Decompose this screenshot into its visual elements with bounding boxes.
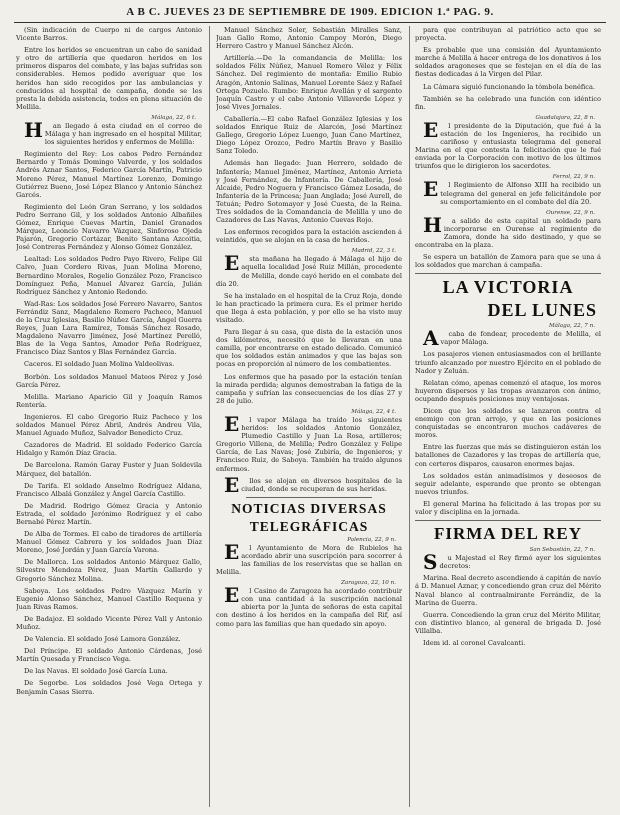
paragraph: (Sin indicación de Cuerpo ni de cargos Antonio Vicente Barros.	[16, 26, 202, 43]
paragraph: La Cámara siguió funcionando la tómbola benéfica.	[423, 82, 596, 91]
headline-lunes: DEL LUNES	[487, 300, 597, 321]
paragraph: El Casino de Zaragoza ha acordado contribuir con una cantidad á la suscripción nacional abierta por la Junta de señoras de esta capital con destino á los heridos en la campaña del Rif, así como para las familias que han quedado sin apoyo.	[216, 583, 402, 628]
paragraph: Ellos se alojan en diversos hospitales de la ciudad, donde se recuperan de sus heridas.	[224, 472, 402, 497]
paragraph: El presidente de la Diputación, que fué á la estación de los Ingenieros, ha recibido un cariñoso y entusiasta telegrama del general Marina en el que contesta la felicitación que le fué enviada por la Corporación con motivo de los últimos triunfos que le dirigieron los sacerdotes.	[415, 117, 601, 171]
paragraph: Su Majestad el Rey firmó ayer los siguientes decretos:	[423, 550, 601, 575]
paragraph: Ha salido de esta capital un soldado para incorporarse en Ourense al regimiento de Zamora, donde ha sido destinado, y que se encontraba en la plaza.	[415, 212, 601, 249]
paragraph: De Segorbe. Los soldados José Vega Ortega y Benjamín Casas Sierra.	[16, 679, 202, 696]
section-heading: NOTICIAS DIVERSAS	[231, 500, 387, 516]
dateline: Ferrol, 22, 9 n.	[552, 174, 595, 181]
paragraph: De Valencia. El soldado José Lamora González.	[24, 635, 181, 644]
dateline: Málaga, 22, 4 t.	[351, 408, 396, 415]
paragraph: Caballería.—El cabo Rafael González Iglesias y los soldados Enrique Ruiz de Alarcón, José Martínez Gallego, Gregorio López Luengo, Juan Cano Martínez, Diego López Orozco, Pedro Martín Bravo y Basilio Sanz Toledo.	[216, 114, 402, 156]
paragraph: Los enfermos recogidos para la estación ascienden á veintidós, que se alojan en la casa de heridos.	[216, 228, 402, 245]
headline-victoria: LA VICTORIA	[442, 277, 574, 298]
headline-firma: FIRMA DEL REY	[433, 524, 583, 544]
paragraph: Melilla. Mariano Aparicio Gil y Joaquín Ramos Rentería.	[16, 392, 202, 409]
paragraph: Entre los heridos se encuentran un cabo de sanidad y otro de artillería que quedaron heridos en los primeros disparos del combate, y las bajas sufridas son considerables. Hemos podido averiguar que los heridos han sido recogidos por las ambulancias y conducidos al hospital de campaña, donde se les presta la debida asistencia, todos en plena situación de Mellila.	[16, 46, 202, 111]
paragraph: Marina. Real decreto ascendiendo á capitán de navío á D. Manuel Aznar, y concediendo gran cruz del Mérito Naval blanco al contraalmirante Ferrándiz, de la Marina de Guerra.	[415, 574, 601, 607]
paragraph: Los enfermos que ha pasado por la estación tenían la mirada perdida; algunos demostraban la fatiga de la campaña y sufrían las consecuencias de los días 27 y 28 de julio.	[216, 372, 402, 405]
section-divider	[415, 520, 601, 521]
paragraph: También se ha celebrado una función con idéntico fin.	[415, 94, 601, 111]
dateline: Ourense, 22, 9 n.	[546, 209, 595, 216]
paragraph: Artillería.—De la comandancia de Melilla: los soldados Félix Núñez, Manuel Romero Vélez y Félix Sánchez. Del regimiento de montaña: Emilio Rubio Aragón, Antonio Salinas, Manuel Lorente Sáez y Rafael Ortega Pozuelo. Rumbo: Enrique Avellán y el sargento Joaquín Castro y el cabo Antonio Villaverde López y José Vives Jornales.	[216, 54, 402, 111]
paragraph: Los pasajeros vienen entusiasmados con el brillante triunfo alcanzado por nuestro Ejército en el poblado de Nador y Zeluán.	[415, 350, 601, 375]
paragraph: Saboya. Los soldados Pedro Vázquez Marín y Eugenio Alonso Sánchez, Manuel Castillo Requena y Juan Rivas Ramos.	[16, 586, 202, 611]
column-divider-2	[409, 26, 410, 807]
paragraph: Esta mañana ha llegado á Málaga el hijo de aquella localidad José Ruiz Millán, procedente de Melilla, donde cayó herido en el combate del día 20.	[216, 251, 402, 288]
paragraph: Para llegar á su casa, que dista de la estación unos dos kilómetros, necesitó que le llevaran en una camilla, por encontrarse en estado delicado. Comunicó que los soldados están animados y que las bajas son pocas en proporción al número de los combatientes.	[216, 328, 402, 369]
section-divider	[246, 497, 372, 498]
paragraph: Entre las fuerzas que más se distinguieron están los batallones de Cazadores y las tropas de artillería que, con certeros disparos, causaron enormes bajas.	[415, 443, 601, 468]
paragraph: Wad-Ras: Los soldados José Ferrero Navarro, Santos Ferrándiz Sanz, Magdaleno Romero Pacheco, Manuel de la Cruz Iglesias, Basilio Núñez García, Ángel Guerra Reyes, Juan Lara Ramírez, Tomás Sánchez Rosado, Magdaleno Navarro Jiménez, José Martínez Perelló, Blas de la Vega Santos, Amador Peña Rodríguez, Francisco Díaz Santos y Blas Fernández García.	[16, 299, 202, 357]
paragraph: Regimiento del Rey: Los cabos Pedro Fernández Bernardo y Tomás Domingo Valverde, y los soldados Andrés Aznar Santos, Federico García Martín, Patricio Moreno Pérez, Manuel Martínez Lorenzo, Domingo Gutiérrez Bueno, José López Blanco y Antonio Sánchez Garcés.	[16, 150, 202, 199]
paragraph: De Barcelona. Ramón Garay Fuster y Juan Soldevila Márquez, del batallón.	[16, 461, 202, 478]
paragraph: Idem id. al coronel Cavalcanti.	[423, 638, 526, 647]
paragraph: De Madrid. Rodrigo Gómez Gracia y Antonio Estrada, el soldado Jerónimo Rodríguez y el cabo Bernabé Pérez Martín.	[16, 501, 202, 526]
column-2	[216, 26, 402, 809]
paragraph: Han llegado á esta ciudad en el correo de Málaga y han ingresado en el hospital Militar, los siguientes heridos y enfermos de Melilla:	[24, 117, 202, 147]
section-heading: TELEGRÁFICAS	[249, 518, 369, 534]
paragraph: Relatan cómo, apenas comenzó el ataque, los moros huyeron dispersos y las tropas avanzaron con ánimo, ocupando después posiciones muy ventajosas.	[415, 378, 601, 403]
paragraph: Los soldados están animadísimos y deseosos de seguir adelante, esperando que pronto se obtengan nuevos triunfos.	[415, 471, 601, 496]
paragraph: Dicen que los soldados se lanzaron contra el enemigo con gran arrojo, y que en las posiciones conquistadas se encontraron muchos cadáveres de moros.	[415, 407, 601, 440]
paragraph: Guerra. Concediendo la gran cruz del Mérito Militar, con distintivo blanco, al general de brigada D. José Villalba.	[415, 610, 601, 635]
paragraph: Regimiento del León Gran Serrano, y los soldados Pedro Serrano Gil, y los soldados Antonio Albañiles Gómez, Enrique Cuevas Martín, Daniel Granados Márquez, Leoncio Navarro Vázquez, Sinforoso Ojeda Pajarón, Gregorio Cortázar, Benito Santana Azcoitia, José Contreras Fernández y Alonso Gómez González.	[16, 202, 202, 252]
header-rule	[14, 22, 606, 23]
paragraph: Manuel Sánchez Soler, Sebastián Miralles Sanz, Juan Gallo Romo, Antonio Campoy Morón, Diego Herrero Castro y Manuel Sánchez Alcón.	[216, 26, 402, 51]
column-1	[16, 26, 202, 809]
dateline: San Sebastián, 22, 7 n.	[529, 547, 595, 554]
section-divider	[415, 273, 601, 274]
dateline: Málaga, 22, 6 t.	[151, 114, 196, 121]
paragraph: Lealtad: Los soldados Pedro Payo Rivero, Felipe Gil Calvo, Juan Cordero Rivas, Juan Molina Moreno, Bernardino Morales, Rogelio González Pozo, Francisco Domínguez Peña, Manuel Álvarez García, Julián Rodríguez Sánchez y Antonio Redondo.	[16, 255, 202, 296]
dateline: Palencia, 22, 9 n.	[347, 536, 396, 543]
dateline: Zaragoza, 22, 10 n.	[341, 580, 396, 587]
paragraph: El Ayuntamiento de Mora de Rubielos ha acordado abrir una suscripción para socorrer á las familias de los reservistas que se hallan en Melilla.	[216, 539, 402, 577]
paragraph: De Alba de Tormes. El cabo de tiradores de artillería Manuel Gómez Cabrera y los soldados Juan Díaz Moreno, José Jordán y Juan García Varona.	[16, 530, 202, 555]
paragraph: Del Príncipe. El soldado Antonio Cárdenas, José Martín Quesada y Francisco Vega.	[16, 647, 202, 664]
page-header: A B C. JUEVES 23 DE SEPTIEMBRE DE 1909. EDICION 1.ª PAG. 9.	[126, 6, 494, 18]
paragraph: De Badajoz. El soldado Vicente Pérez Vall y Antonio Muñoz.	[16, 614, 202, 631]
paragraph: De Tarifa. El soldado Anselmo Rodríguez Aldana, Francisco Albalá González y Ángel García Castillo.	[16, 481, 202, 498]
dateline: Málaga, 22, 7 n.	[548, 323, 595, 330]
paragraph: El vapor Málaga ha traído los siguientes heridos: los soldados Antonio González, Plumedio Castillo y Juan La Rosa, artilleros; Gregorio Villena, de Melilla; Pedro González y Felipe García, de Las Navas; José Zubiría, de Ingenieros; y Francisco Ruiz, de Saboya. También ha traído algunos enfermos.	[216, 411, 402, 473]
paragraph: Ingenieros. El cabo Gregorio Ruiz Pacheco y los soldados Manuel Pérez Abril, Andrés Andreu Vila, Manuel Aguado Muñoz, Salvador Benedicto Cruz.	[16, 412, 202, 438]
column-divider-1	[209, 26, 210, 807]
column-3	[415, 26, 601, 809]
paragraph: Borbón. Los soldados Manuel Mateos Pérez y José García Pérez.	[16, 372, 202, 389]
paragraph: El Regimiento de Alfonso XIII ha recibido un telegrama del general en jefe felicitándole por su comportamiento en el combate del día 20.	[423, 177, 601, 206]
paragraph: Es probable que una comisión del Ayuntamiento marche á Melilla á hacer entrega de los donativos á los soldados aragoneses que se festejan en el día de las fiestas dedicadas á la Virgen del Pilar.	[415, 46, 601, 79]
paragraph: Acaba de fondear, procedente de Melilla, el vapor Málaga.	[423, 326, 601, 351]
paragraph: Se espera un batallón de Zamora para que se una á los soldados que marchan á campaña.	[415, 253, 601, 270]
paragraph: De Mallorca. Los soldados Antonio Márquez Gallo, Silvestre Mendoza Pérez, Juan Martín Gallardo y Gregorio Sánchez Molina.	[16, 558, 202, 583]
paragraph: Además han llegado: Juan Herrero, soldado de Infantería; Manuel Jiménez, Martínez, Antonio Arrieta y José Fernández, de Infantería. De Caballería, José Alcaide, Pedro Noguera y Francisco Gámez Losada, de Infantería de la Princesa; Juan Anglada; José Aurell, de Tetuán; Pedro Sotomayor y José Cuesta, de la Reina. Tres soldados de la Comandancia de Melilla y uno de Cazadores de Las Navas, Antonio Cuevas Rojo.	[216, 159, 402, 225]
paragraph: Caceros. El soldado Juan Molina Valdeolivas.	[24, 360, 175, 369]
dateline: Madrid, 22, 3 t.	[351, 248, 396, 255]
paragraph: Se ha instalado en el hospital de la Cruz Roja, donde le han practicado la primera cura. Es el primer herido que llega á esta población, y por ello se ha visto muy visitado.	[216, 291, 402, 324]
paragraph: El general Marina ha felicitado á las tropas por su valor y disciplina en la jornada.	[415, 499, 601, 517]
paragraph: Cazadores de Madrid. El soldado Federico García Hidalgo y Ramón Díaz Gracia.	[16, 441, 202, 458]
dateline: Guadalajara, 22, 8 n.	[535, 114, 595, 121]
paragraph: De las Navas. El soldado José García Luna.	[24, 667, 168, 676]
paragraph: para que contribuyan al patriótico acto que se proyecta.	[415, 26, 601, 43]
